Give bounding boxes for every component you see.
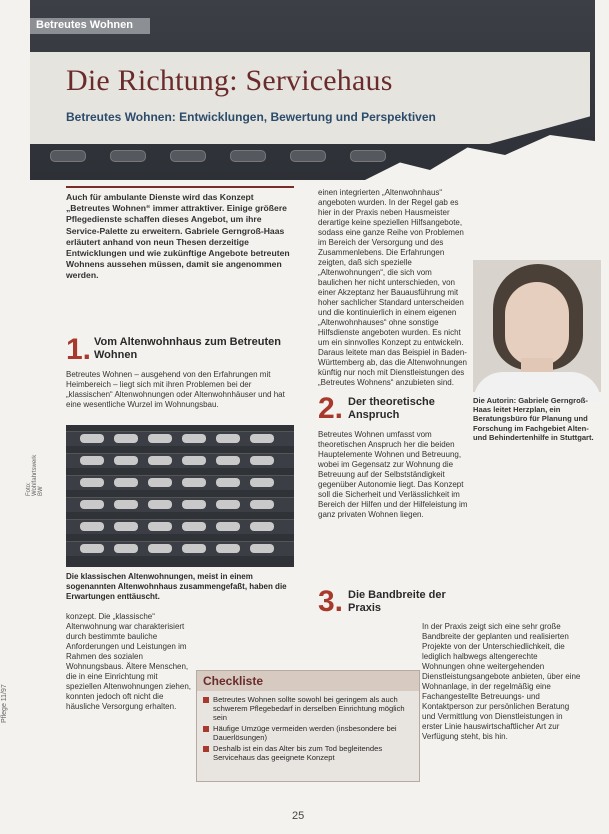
- page-number: 25: [292, 810, 305, 822]
- section-1-number: 1.: [66, 333, 92, 366]
- section-1-continuation: konzept. Die „klassische“ Altenwohnung war charakterisiert durch bestimmte bauliche Anforderungen und Leistungen im Rahmen des sozialen Wohnungsbaus. Ältere Menschen, die in eine Einrichtung mit speziellen Altenwohnungen ziehen, konnten jedoch oft nicht die häusliche Versorgung erhalten.: [66, 612, 191, 711]
- margin-label-text: Pflege 11/97: [1, 684, 8, 723]
- intro-paragraph: Auch für ambulante Dienste wird das Konzept „Betreutes Wohnen“ immer attraktiver. Einige größere Pflegedienste schaffen dieses Angebot, um ihre Service-Palette zu erweitern. Gabriele Gerngroß-Haas erläutert anhand von neun Thesen derzeitige Entwicklungen und wie zukünftige Angebote betreuten Wohnens aussehen müssen, damit sie angenommen werden.: [66, 192, 290, 281]
- checklist-title: Checkliste: [197, 671, 419, 691]
- mailbox-light: [50, 150, 86, 162]
- section-label-text: Betreutes Wohnen: [36, 19, 133, 31]
- margin-label: [1, 655, 24, 745]
- checklist-item: Deshalb ist ein das Alter bis zum Tod begleitendes Servicehaus das geeignete Konzept: [213, 744, 413, 762]
- section-3-number: 3.: [318, 585, 344, 618]
- section-label: [30, 18, 150, 34]
- section-2-heading: Der theoretische Anspruch: [348, 396, 435, 421]
- intro-rule: [66, 186, 294, 188]
- section-1-heading: Vom Altenwohnhaus zum Betreuten Wohnen: [94, 336, 282, 361]
- photo-credit-text: Foto: Wohlfahrtswerk BW: [26, 454, 44, 496]
- section-3-heading: Die Bandbreite der Praxis: [348, 589, 446, 614]
- checklist-item: Betreutes Wohnen sollte sowohl bei geringem als auch schwerem Pflegebedarf in derselben Einrichtung möglich sein: [213, 695, 413, 722]
- mailbox-light: [230, 150, 266, 162]
- section-2-text: Betreutes Wohnen umfasst vom theoretischen Anspruch her die beiden Hauptelemente Wohnen und Betreuung, wobei im Gegensatz zur Wohnung die Betreuung auf der Selbstständigkeit gegenüber Autonomie liegt. Das Konzept soll die Sicherheit und Verlässlichkeit im Bereich der Hilfen und der Hilfeleistung im ganz privaten Wohnen liegen.: [318, 430, 468, 519]
- photo-credit: [26, 422, 60, 512]
- mailbox-light: [170, 150, 206, 162]
- author-photo: [473, 260, 601, 392]
- page-title: Die Richtung: Servicehaus: [66, 64, 393, 97]
- mailbox-light: [350, 150, 386, 162]
- mailbox-light: [290, 150, 326, 162]
- photo-caption: Die klassischen Altenwohnungen, meist in einem sogenannten Altenwohnhaus zusammengefaßt, haben die Erwartungen enttäuscht.: [66, 572, 287, 601]
- checklist-items: [203, 695, 413, 762]
- photo-mailboxes: [66, 425, 294, 567]
- checklist-item: Häufige Umzüge vermeiden werden (insbesondere bei Dauerlösungen): [213, 724, 413, 742]
- right-column-text: einen integrierten „Altenwohnhaus“ angeboten wurden. In der Regel gab es hier in der Praxis neben Hausmeister derartige keine speziellen Hilfsangebote, sodass eine ganze Reihe von Problemen im Bereich der Versorgung und des Zusammenlebens. Die Erfahrungen zeigten, daß sich spezielle „Altenwohnungen“, die sich vom baulichen her nicht unterschieden, von einer Akzeptanz her Bauausführung mit hoher sachlicher Standard unterscheiden und die kontinuierlich in einem eigenen „Altenwohnhauses“ ohne sonstige Hilfsdienste angeboten wurden. Es nicht um ein sinnvolles Konzept zu entwickeln. Daraus leitete man das Beispiel in Baden-Württemberg ab, das die Altenwohnungen künftig nur noch mit Dienstleistungen des „Betreutes Wohnens“ anzubieten sind.: [318, 188, 467, 387]
- author-caption: Die Autorin: Gabriele Gerngroß-Haas leitet Herzplan, ein Beratungsbüro für Planung und Forschung im Fachgebiet Alten- und Behindertenhilfe in Stuttgart.: [473, 396, 594, 442]
- section-2-number: 2.: [318, 392, 344, 425]
- section-3-text: In der Praxis zeigt sich eine sehr große Bandbreite der geplanten und realisierten Projekte von der Unterschiedlichkeit, die lediglich halbwegs altengerechte Wohnungen ohne weitergehenden Dienstleistungsangebote anbieten, über eine Wohnanlage, in der regelmäßig eine Fachangestellte Betreuungs- und Kontaktperson zur persönlichen Beratung und Vermittlung von Dienstleistungen in erster Linie hauswirtschaftlicher Art zur Verfügung steht, bis hin.: [422, 622, 581, 741]
- page-subtitle: Betreutes Wohnen: Entwicklungen, Bewertung und Perspektiven: [66, 110, 436, 124]
- mailbox-light: [110, 150, 146, 162]
- checklist-box: [196, 670, 420, 782]
- section-1-text: Betreutes Wohnen – ausgehend von den Erfahrungen mit Heimbereich – liegt sich mit ihren Problemen bei der „klassischen“ Altenwohnungen oder Altenwohnhäuser und hat eine wesentliche Wurzel im Wohnungsbau.: [66, 370, 285, 409]
